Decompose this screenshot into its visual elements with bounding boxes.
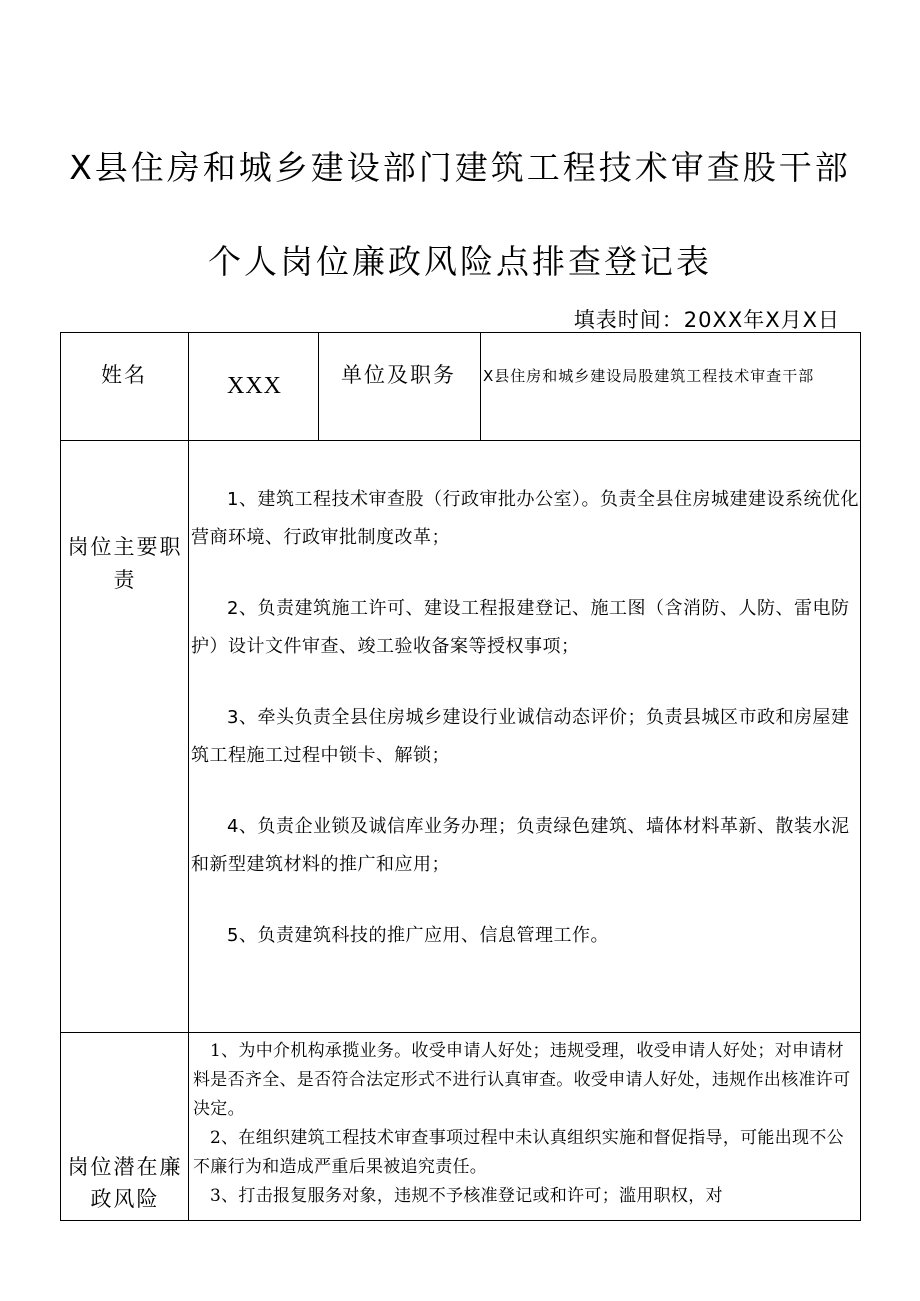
risk-label: 岗位潜在廉政风险 <box>67 1155 183 1211</box>
risk-item: 2、在组织建筑工程技术审查事项过程中未认真组织实施和督促指导，可能出现不公不廉行为和造成严重后果被追究责任。 <box>193 1128 844 1177</box>
risk-label-cell <box>61 1033 189 1221</box>
name-value: XXX <box>227 373 282 399</box>
name-value-cell <box>189 333 319 441</box>
duty-item: 5、负责建筑科技的推广应用、信息管理工作。 <box>227 925 609 946</box>
duty-item: 2、负责建筑施工许可、建设工程报建登记、施工图（含消防、人防、雷电防护）设计文件审查、竣工验收备案等授权事项； <box>191 598 850 657</box>
document-title-line-1: X县住房和城乡建设部门建筑工程技术审查股干部 <box>69 148 851 187</box>
unit-position-value: X县住房和城乡建设局股建筑工程技术审查干部 <box>483 367 815 385</box>
registration-form-table <box>60 332 861 1221</box>
duty-label-cell <box>61 441 189 1033</box>
name-label: 姓名 <box>101 363 147 387</box>
name-label-cell <box>61 333 189 441</box>
duty-label: 岗位主要职责 <box>67 535 183 592</box>
duty-item: 1、建筑工程技术审查股（行政审批办公室）。负责全县住房城建建设系统优化营商环境、行政审批制度改革； <box>191 489 859 548</box>
unit-position-label-cell <box>319 333 481 441</box>
risk-item: 1、为中介机构承揽业务。收受申请人好处；违规受理，收受申请人好处；对申请材料是否齐全、是否符合法定形式不进行认真审查。收受申请人好处，违规作出核准许可决定。 <box>193 1041 851 1119</box>
duty-item: 4、负责企业锁及诚信库业务办理；负责绿色建筑、墙体材料革新、散装水泥和新型建筑材料的推广和应用； <box>191 816 850 875</box>
fill-date: 填表时间：20XX年X月X日 <box>573 308 840 332</box>
unit-position-value-cell <box>481 333 861 441</box>
risk-list <box>193 1037 857 1211</box>
duty-item: 3、牵头负责全县住房城乡建设行业诚信动态评价；负责县城区市政和房屋建筑工程施工过程中锁卡、解锁； <box>191 707 850 766</box>
duty-content-cell <box>189 441 861 1033</box>
risk-item: 3、打击报复服务对象，违规不予核准登记或和许可；滥用职权，对 <box>210 1186 723 1206</box>
unit-position-label: 单位及职务 <box>341 363 456 387</box>
document-title-line-2: 个人岗位廉政风险点排查登记表 <box>208 242 712 281</box>
risk-content-cell <box>189 1033 861 1221</box>
